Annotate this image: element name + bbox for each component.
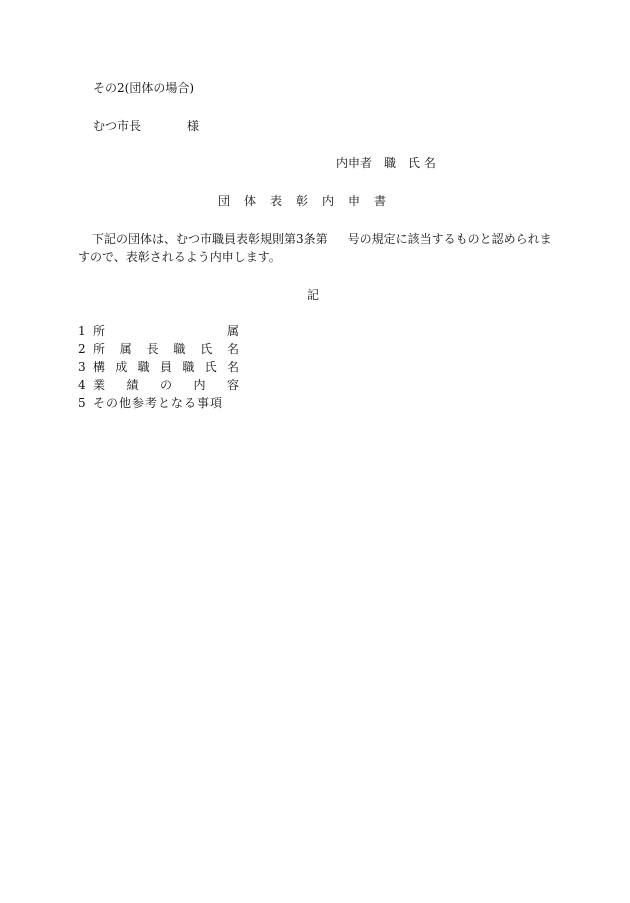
- applicant-field: 職 氏名: [384, 156, 440, 170]
- body-text-after-gap: 号の規定に該当するものと認められますので、表彰されるよう内申します。: [78, 232, 552, 264]
- list-item: [78, 394, 239, 412]
- item-number: 5: [78, 396, 86, 410]
- item-label: 所 属: [93, 324, 239, 338]
- item-list: [78, 322, 239, 412]
- item-label: 所 属 長 職 氏 名: [93, 342, 239, 356]
- list-item: [78, 358, 239, 376]
- item-label: 業 績 の 内 容: [93, 378, 239, 392]
- list-item: [78, 340, 239, 358]
- form-label: その2(団体の場合): [93, 81, 194, 95]
- item-label: 構 成 職 員 職 氏 名: [93, 360, 239, 374]
- document-title: 団体表彰内申書: [218, 194, 401, 208]
- addressee-honorific: 様: [187, 119, 200, 133]
- body-paragraph: [78, 230, 554, 266]
- item-label: その他参考となる事項: [93, 396, 224, 410]
- list-item: [78, 322, 239, 340]
- item-number: 2: [78, 342, 86, 356]
- addressee-name: むつ市長: [93, 119, 142, 133]
- item-number: 4: [78, 378, 86, 392]
- addressee: [93, 118, 199, 134]
- applicant-label: 内申者: [336, 156, 373, 170]
- list-item: [78, 376, 239, 394]
- item-number: 3: [78, 360, 86, 374]
- item-number: 1: [78, 324, 86, 338]
- body-text-before-gap: 下記の団体は、むつ市職員表彰規則第3条第: [92, 232, 328, 246]
- ki-heading: 記: [307, 288, 320, 302]
- applicant: [336, 155, 440, 171]
